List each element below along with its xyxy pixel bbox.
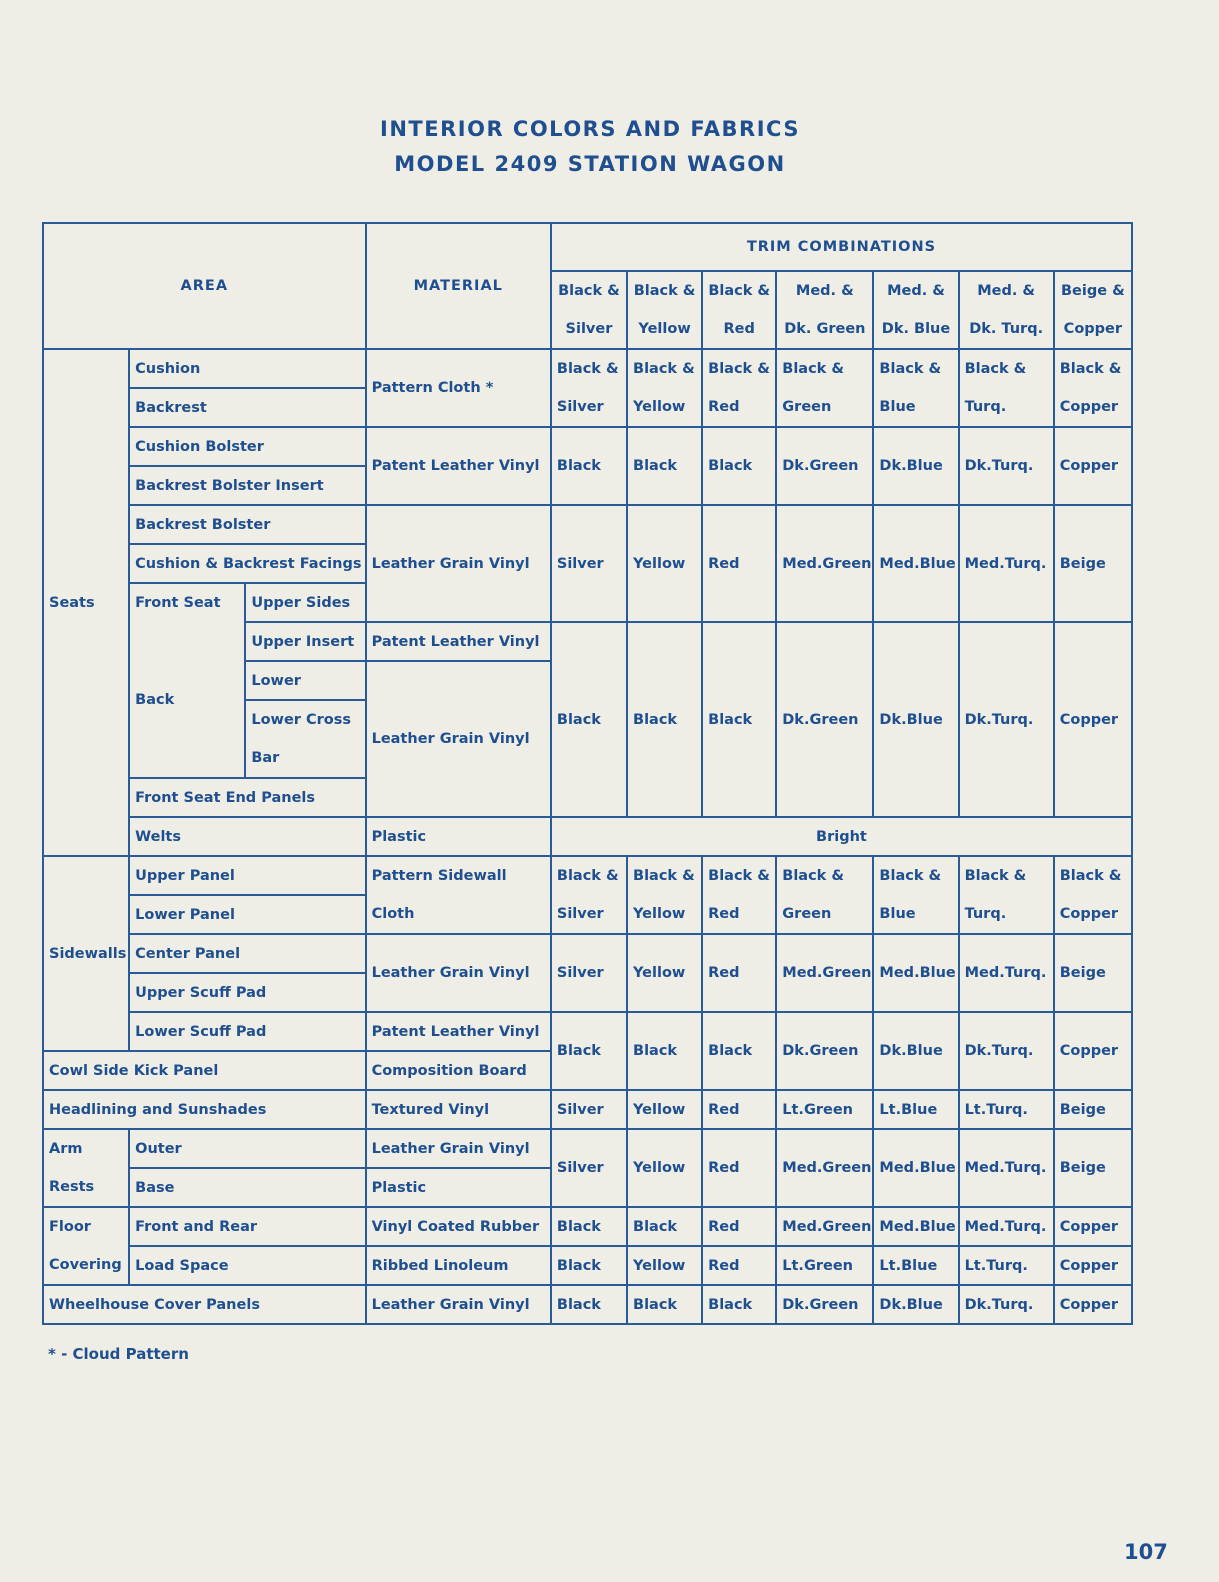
page-number: 107 xyxy=(1124,1540,1168,1564)
value-cell: Med.Turq. xyxy=(959,934,1054,1012)
subarea-front-rear: Front and Rear xyxy=(129,1207,365,1246)
value-cell: Black & xyxy=(702,349,776,388)
value-cell: Black xyxy=(702,1012,776,1090)
combo-header: Med. & xyxy=(959,271,1054,310)
combo-header: Copper xyxy=(1054,310,1132,349)
subarea-lower-panel: Lower Panel xyxy=(129,895,365,934)
trim-table xyxy=(42,222,1133,1325)
value-cell: Silver xyxy=(551,1129,627,1207)
area-sidewalls: Sidewalls xyxy=(43,856,129,1051)
material-cell: Patent Leather Vinyl xyxy=(366,622,551,661)
combo-header: Black & xyxy=(551,271,627,310)
value-cell: Green xyxy=(776,895,873,934)
value-cell: Silver xyxy=(551,388,627,427)
value-cell: Black & xyxy=(627,856,702,895)
value-cell: Red xyxy=(702,895,776,934)
value-cell: Red xyxy=(702,1246,776,1285)
value-cell: Black & xyxy=(776,856,873,895)
value-cell: Black xyxy=(627,1285,702,1324)
subarea-base: Base xyxy=(129,1168,365,1207)
footnote: * - Cloud Pattern xyxy=(48,1345,189,1363)
value-cell: Med.Green xyxy=(776,1207,873,1246)
subarea-facings: Cushion & Backrest Facings xyxy=(129,544,365,583)
subarea-end-panels: Front Seat End Panels xyxy=(129,778,365,817)
value-cell: Dk.Green xyxy=(776,1285,873,1324)
value-cell: Beige xyxy=(1054,505,1132,622)
combo-header: Yellow xyxy=(627,310,702,349)
value-cell: Med.Blue xyxy=(873,1207,958,1246)
value-cell: Black & xyxy=(873,856,958,895)
value-cell: Copper xyxy=(1054,388,1132,427)
subarea-load-space: Load Space xyxy=(129,1246,365,1285)
value-cell: Dk.Turq. xyxy=(959,622,1054,817)
subarea-cushion: Cushion xyxy=(129,349,365,388)
value-cell: Yellow xyxy=(627,388,702,427)
area-seats: Seats xyxy=(43,349,129,856)
value-cell: Med.Turq. xyxy=(959,1207,1054,1246)
value-cell: Dk.Blue xyxy=(873,1012,958,1090)
value-cell: Black xyxy=(627,1207,702,1246)
combo-header: Silver xyxy=(551,310,627,349)
value-cell: Beige xyxy=(1054,1129,1132,1207)
material-cell: Leather Grain Vinyl xyxy=(366,505,551,622)
subarea-lower-scuff: Lower Scuff Pad xyxy=(129,1012,365,1051)
value-cell: Black & xyxy=(551,856,627,895)
subarea-upper-scuff: Upper Scuff Pad xyxy=(129,973,365,1012)
value-cell: Copper xyxy=(1054,1207,1132,1246)
value-cell: Black xyxy=(551,1285,627,1324)
area-covering: Covering xyxy=(43,1246,129,1285)
subarea-upper-panel: Upper Panel xyxy=(129,856,365,895)
value-cell: Dk.Blue xyxy=(873,427,958,505)
value-cell: Red xyxy=(702,1090,776,1129)
value-cell: Med.Green xyxy=(776,1129,873,1207)
value-cell: Dk.Blue xyxy=(873,1285,958,1324)
subarea-cushion-bolster: Cushion Bolster xyxy=(129,427,365,466)
material-cell: Pattern Sidewall xyxy=(366,856,551,895)
material-cell: Textured Vinyl xyxy=(366,1090,551,1129)
value-cell: Dk.Green xyxy=(776,622,873,817)
value-cell: Black & xyxy=(873,349,958,388)
value-cell: Med.Blue xyxy=(873,505,958,622)
value-cell: Lt.Green xyxy=(776,1246,873,1285)
value-cell: Copper xyxy=(1054,1012,1132,1090)
value-cell: Silver xyxy=(551,895,627,934)
material-cell: Leather Grain Vinyl xyxy=(366,934,551,1012)
area-header: AREA xyxy=(43,223,366,349)
value-cell: Med.Blue xyxy=(873,934,958,1012)
title-line-2: MODEL 2409 STATION WAGON xyxy=(394,152,786,176)
value-cell: Black & xyxy=(959,349,1054,388)
combo-header: Red xyxy=(702,310,776,349)
material-cell: Leather Grain Vinyl xyxy=(366,1129,551,1168)
value-cell: Black xyxy=(551,1246,627,1285)
material-cell: Plastic xyxy=(366,1168,551,1207)
value-cell: Turq. xyxy=(959,388,1054,427)
subarea-welts: Welts xyxy=(129,817,365,856)
value-cell: Black xyxy=(627,1012,702,1090)
value-cell: Beige xyxy=(1054,934,1132,1012)
page-title xyxy=(0,112,1180,182)
material-cell: Ribbed Linoleum xyxy=(366,1246,551,1285)
subarea-upper-insert: Upper Insert xyxy=(245,622,365,661)
value-cell: Black xyxy=(702,1285,776,1324)
material-cell: Composition Board xyxy=(366,1051,551,1090)
value-cell: Med.Turq. xyxy=(959,505,1054,622)
subarea-back: Back xyxy=(129,622,245,778)
combo-header: Beige & xyxy=(1054,271,1132,310)
value-cell: Med.Green xyxy=(776,505,873,622)
area-floor: Floor xyxy=(43,1207,129,1246)
value-cell: Lt.Turq. xyxy=(959,1246,1054,1285)
area-cowl: Cowl Side Kick Panel xyxy=(43,1051,366,1090)
value-cell: Dk.Green xyxy=(776,427,873,505)
combo-header: Dk. Green xyxy=(776,310,873,349)
value-cell: Copper xyxy=(1054,1246,1132,1285)
subarea-bar: Bar xyxy=(245,739,365,778)
area-arm: Arm xyxy=(43,1129,129,1168)
value-cell: Copper xyxy=(1054,427,1132,505)
value-cell: Black & xyxy=(959,856,1054,895)
material-cell: Vinyl Coated Rubber xyxy=(366,1207,551,1246)
combo-header: Black & xyxy=(627,271,702,310)
value-cell: Copper xyxy=(1054,1285,1132,1324)
material-cell: Leather Grain Vinyl xyxy=(366,1285,551,1324)
combo-header: Dk. Blue xyxy=(873,310,958,349)
value-cell: Dk.Green xyxy=(776,1012,873,1090)
value-cell: Turq. xyxy=(959,895,1054,934)
area-headlining: Headlining and Sunshades xyxy=(43,1090,366,1129)
value-cell: Blue xyxy=(873,895,958,934)
subarea-upper-sides: Upper Sides xyxy=(245,583,365,622)
value-cell: Lt.Turq. xyxy=(959,1090,1054,1129)
material-cell: Pattern Cloth * xyxy=(366,349,551,427)
value-cell: Yellow xyxy=(627,895,702,934)
combo-header: Med. & xyxy=(776,271,873,310)
value-cell: Med.Turq. xyxy=(959,1129,1054,1207)
value-cell: Yellow xyxy=(627,1246,702,1285)
value-cell: Black xyxy=(551,1012,627,1090)
value-cell: Dk.Turq. xyxy=(959,427,1054,505)
value-cell: Red xyxy=(702,505,776,622)
title-line-1: INTERIOR COLORS AND FABRICS xyxy=(380,117,800,141)
material-cell: Leather Grain Vinyl xyxy=(366,661,551,817)
combo-header: Black & xyxy=(702,271,776,310)
value-cell: Beige xyxy=(1054,1090,1132,1129)
subarea-outer: Outer xyxy=(129,1129,365,1168)
subarea-backrest-bolster: Backrest Bolster xyxy=(129,505,365,544)
value-cell: Black & xyxy=(1054,856,1132,895)
value-cell: Black & xyxy=(702,856,776,895)
value-cell: Red xyxy=(702,388,776,427)
value-cell: Lt.Blue xyxy=(873,1246,958,1285)
value-cell: Dk.Turq. xyxy=(959,1285,1054,1324)
value-cell: Lt.Blue xyxy=(873,1090,958,1129)
area-rests: Rests xyxy=(43,1168,129,1207)
value-cell: Black xyxy=(551,1207,627,1246)
value-cell: Med.Blue xyxy=(873,1129,958,1207)
value-cell: Black xyxy=(551,622,627,817)
value-cell: Green xyxy=(776,388,873,427)
subarea-front-seat: Front Seat xyxy=(129,583,245,622)
value-cell: Black & xyxy=(627,349,702,388)
subarea-backrest: Backrest xyxy=(129,388,365,427)
value-cell: Yellow xyxy=(627,1090,702,1129)
value-cell: Yellow xyxy=(627,1129,702,1207)
value-cell: Lt.Green xyxy=(776,1090,873,1129)
material-header: MATERIAL xyxy=(366,223,551,349)
value-cell: Black & xyxy=(776,349,873,388)
subarea-lower: Lower xyxy=(245,661,365,700)
value-cell: Black & xyxy=(1054,349,1132,388)
value-cell: Silver xyxy=(551,1090,627,1129)
value-cell: Red xyxy=(702,1207,776,1246)
value-cell: Copper xyxy=(1054,895,1132,934)
value-cell: Blue xyxy=(873,388,958,427)
combo-header: Dk. Turq. xyxy=(959,310,1054,349)
value-cell: Red xyxy=(702,1129,776,1207)
value-cell: Black & xyxy=(551,349,627,388)
value-cell: Red xyxy=(702,934,776,1012)
material-cell: Plastic xyxy=(366,817,551,856)
value-cell: Dk.Blue xyxy=(873,622,958,817)
value-cell: Black xyxy=(551,427,627,505)
value-cell: Silver xyxy=(551,505,627,622)
area-wheelhouse: Wheelhouse Cover Panels xyxy=(43,1285,366,1324)
value-cell: Black xyxy=(627,622,702,817)
subarea-lower-cross: Lower Cross xyxy=(245,700,365,739)
subarea-center-panel: Center Panel xyxy=(129,934,365,973)
value-cell: Black xyxy=(702,427,776,505)
material-cell: Cloth xyxy=(366,895,551,934)
value-cell: Med.Green xyxy=(776,934,873,1012)
value-cell: Dk.Turq. xyxy=(959,1012,1054,1090)
subarea-backrest-bolster-insert: Backrest Bolster Insert xyxy=(129,466,365,505)
value-cell: Yellow xyxy=(627,505,702,622)
combo-header: Med. & xyxy=(873,271,958,310)
value-cell: Black xyxy=(702,622,776,817)
value-cell: Copper xyxy=(1054,622,1132,817)
material-cell: Patent Leather Vinyl xyxy=(366,427,551,505)
value-cell: Black xyxy=(627,427,702,505)
value-cell: Yellow xyxy=(627,934,702,1012)
bright-cell: Bright xyxy=(551,817,1132,856)
material-cell: Patent Leather Vinyl xyxy=(366,1012,551,1051)
trim-combinations-header: TRIM COMBINATIONS xyxy=(551,223,1132,271)
value-cell: Silver xyxy=(551,934,627,1012)
